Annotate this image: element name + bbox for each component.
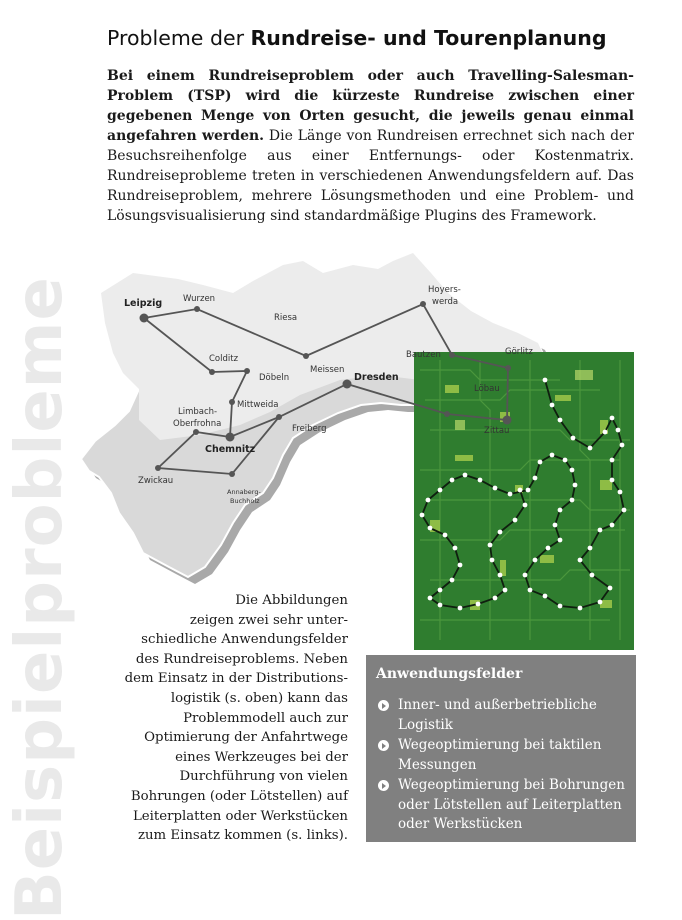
city-label-meissen: Meissen xyxy=(310,365,345,375)
city-label-freiberg: Freiberg xyxy=(292,424,327,434)
intro-bold: Bei einem Rundreiseproblem oder auch Travelling-Salesman-Problem (TSP) wird die kürzeste Rundreise zwischen einer gegebenen Menge von Orten gesucht, die jeweils genau einmal angefahren werden. xyxy=(107,68,634,144)
city-label-limbach-2: Oberfrohna xyxy=(173,419,222,429)
side-watermark: Beispielprobleme xyxy=(3,276,77,920)
city-label-annaberg-1: Annaberg- xyxy=(227,488,261,496)
city-label-loebau: Löbau xyxy=(474,384,500,394)
caption-line: Optimierung der Anfahrtwege xyxy=(144,730,348,746)
city-label-zittau: Zittau xyxy=(484,426,510,436)
caption-line: logistik (s. oben) kann das xyxy=(170,690,348,706)
caption-line: des Rundreiseproblems. Neben xyxy=(135,651,348,667)
city-label-mittweida: Mittweida xyxy=(237,400,279,410)
city-label-chemnitz: Chemnitz xyxy=(205,444,256,455)
caption-line: Die Abbildungen xyxy=(235,593,348,608)
caption-line: Bohrungen (oder Lötstellen) auf xyxy=(130,788,348,804)
city-label-goerlitz: Görlitz xyxy=(505,347,533,357)
city-label-leipzig: Leipzig xyxy=(124,298,163,309)
application-fields-box xyxy=(366,655,636,842)
caption-line: Problemmodell auch zur xyxy=(183,710,348,726)
arrow-bullet-icon xyxy=(378,740,389,751)
caption-line: zeigen zwei sehr unter- xyxy=(189,612,348,628)
caption-line: zum Einsatz kommen (s. links). xyxy=(137,828,348,844)
list-item-text: Wegeoptimierung bei Bohrungen oder Lötstellen auf Leiterplatten oder Werkstücken xyxy=(398,777,625,832)
title-bold: Rundreise- und Tourenplanung xyxy=(250,26,607,50)
list-item xyxy=(376,736,626,775)
list-item xyxy=(376,696,626,735)
title-regular: Probleme der xyxy=(107,26,251,50)
city-label-wurzen: Wurzen xyxy=(183,294,216,304)
list-item-text: Inner- und außerbetriebliche Logistik xyxy=(398,697,597,733)
city-label-hoyerswerda-1: Hoyers- xyxy=(428,285,461,295)
box-list xyxy=(376,696,626,835)
city-label-zwickau: Zwickau xyxy=(138,476,174,486)
city-label-riesa: Riesa xyxy=(274,313,298,323)
city-label-annaberg-2: Buchholz xyxy=(230,497,260,505)
city-label-colditz: Colditz xyxy=(209,354,239,364)
city-label-hoyerswerda-2: werda xyxy=(432,297,459,307)
arrow-bullet-icon xyxy=(378,700,389,711)
caption-line: schiedliche Anwendungsfelder xyxy=(141,632,348,648)
caption-line: Durchführung von vielen xyxy=(179,769,348,785)
city-label-limbach-1: Limbach- xyxy=(178,407,218,417)
list-item xyxy=(376,776,626,835)
box-title: Anwendungsfelder xyxy=(376,666,523,682)
caption-line: eines Werkzeuges bei der xyxy=(175,749,348,765)
city-label-bautzen: Bautzen xyxy=(406,350,441,360)
intro-text: Die Länge von Rundreisen errechnet sich nach der Besuchsreihenfolge aus einer Entfernungs- oder Kostenmatrix. Rundreiseprobleme treten in verschiedenen Anwendungsfeldern auf. Das Rundreiseproblem, mehrere Lösungsmethoden und eine Problem- und Lösungsvisualisierung sind standardmäßige Plugins des Framework. xyxy=(107,128,635,224)
arrow-bullet-icon xyxy=(378,780,389,791)
caption-line: Leiterplatten oder Werkstücken xyxy=(132,808,348,824)
pcb-board xyxy=(414,352,634,650)
city-label-doebeln: Döbeln xyxy=(259,373,290,383)
caption-line: dem Einsatz in der Distributions- xyxy=(124,671,348,687)
list-item-text: Wegeoptimierung bei taktilen Messungen xyxy=(398,737,602,773)
figure-caption xyxy=(104,591,348,846)
city-label-dresden: Dresden xyxy=(354,372,399,383)
